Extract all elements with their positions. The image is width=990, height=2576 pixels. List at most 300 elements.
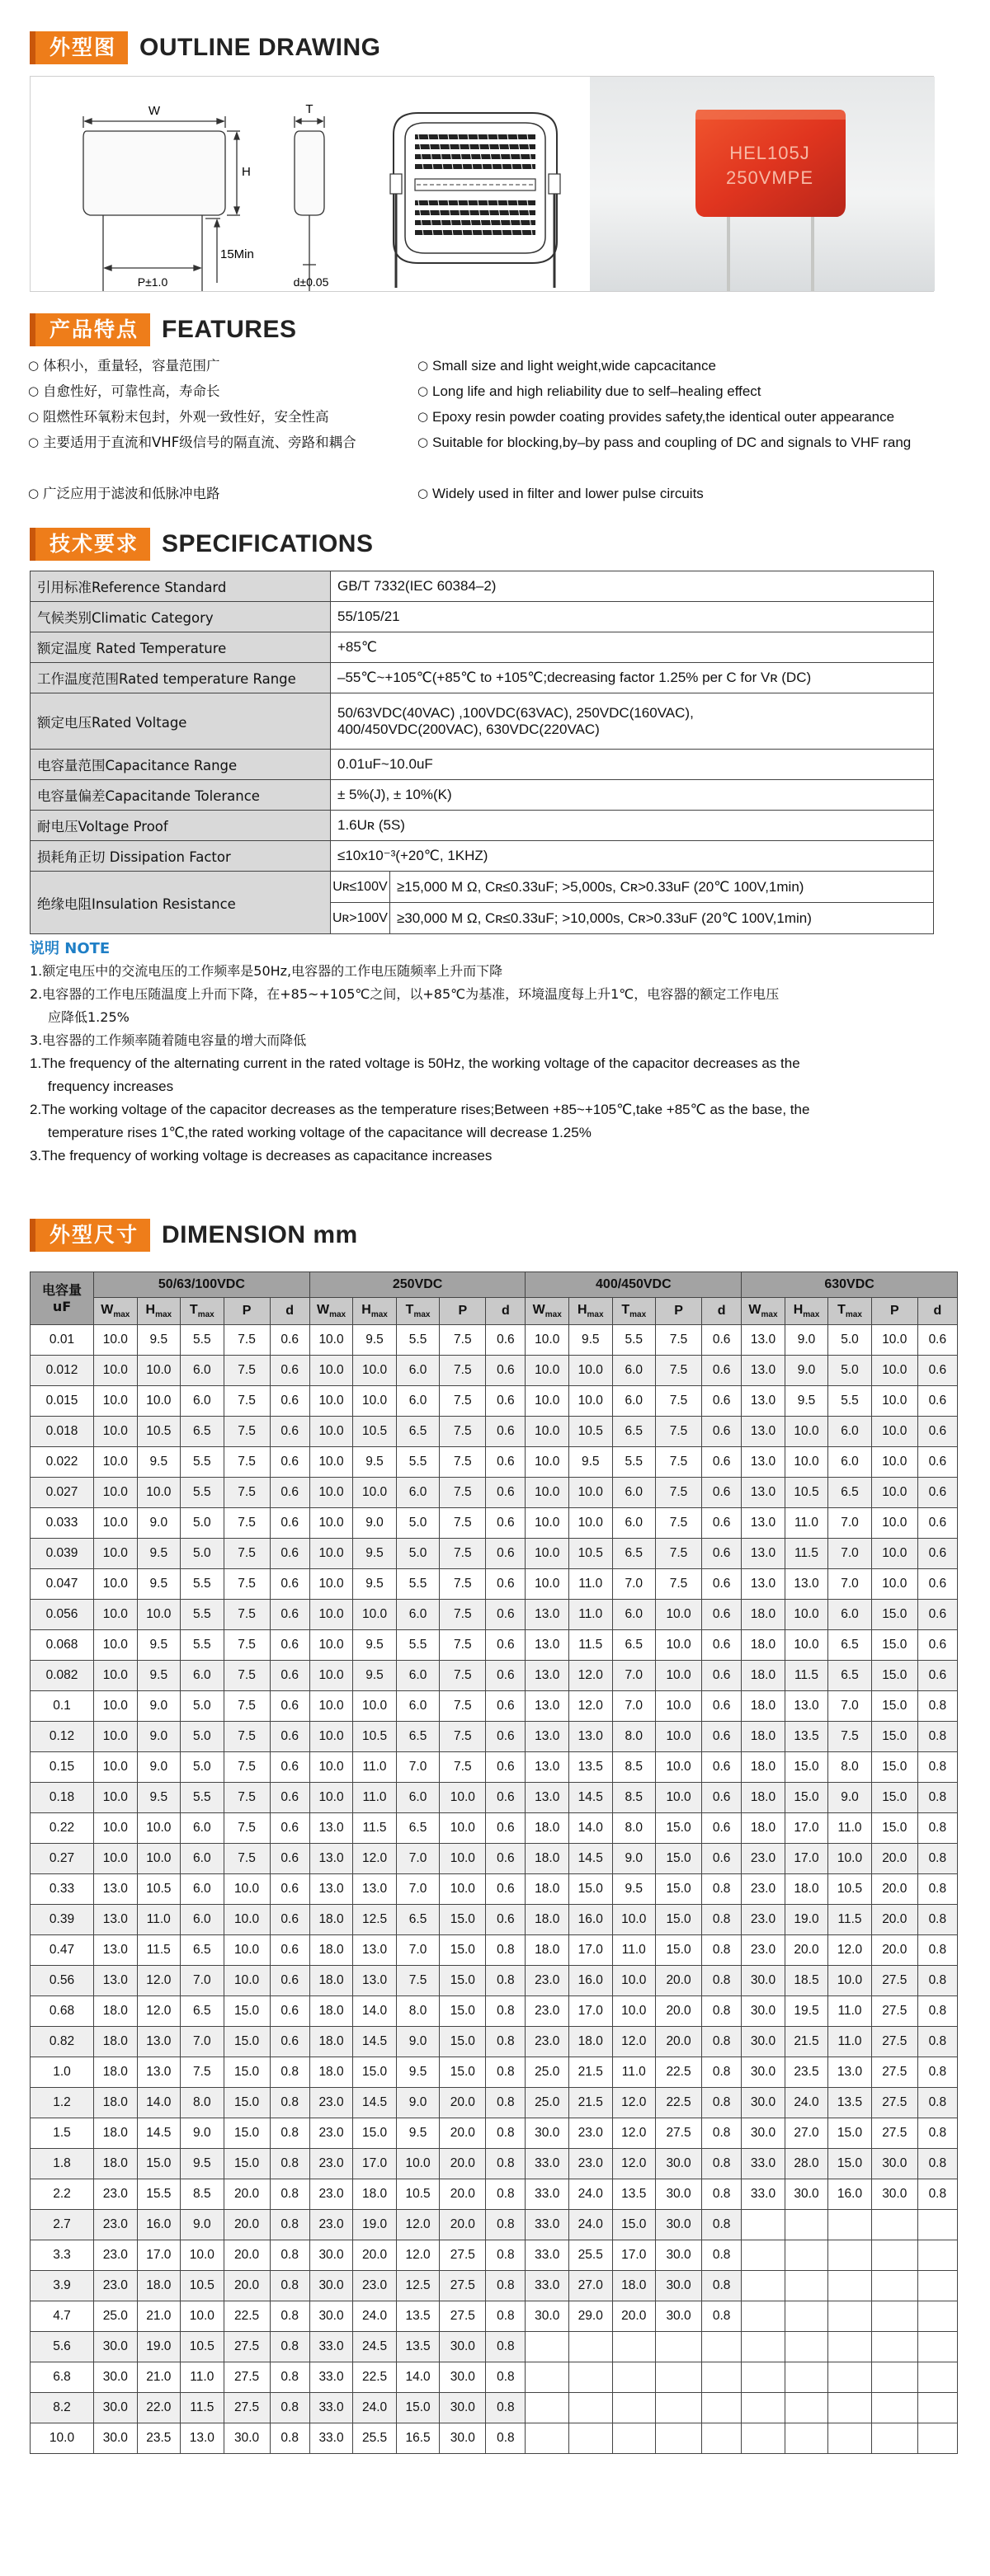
outline-title-en: OUTLINE DRAWING — [139, 34, 381, 61]
dimension-cell: 5.0 — [396, 1508, 440, 1539]
spec-value-line: 400/450VDC(200VAC), 630VDC(220VAC) — [337, 721, 600, 737]
dimension-cell: 0.8 — [486, 2088, 526, 2118]
sub-header-max: max — [845, 1310, 862, 1320]
dimension-sub-header-tmax — [396, 1298, 440, 1325]
dimension-cell: 7.5 — [656, 1417, 702, 1447]
dimension-cell: 10.0 — [94, 1783, 138, 1813]
dimension-cell: 10.0 — [94, 1539, 138, 1569]
internal-structure-drawing — [390, 113, 560, 288]
dimension-cell: 30.0 — [94, 2362, 138, 2393]
dimension-cell: 6.0 — [828, 1417, 872, 1447]
dimension-cell: 0.8 — [917, 1752, 957, 1783]
dimension-cell: 9.5 — [181, 2149, 224, 2179]
dimension-cell: 10.0 — [309, 1569, 353, 1600]
dimension-sub-header-hmax — [785, 1298, 828, 1325]
dimension-cell: 15.0 — [785, 1752, 828, 1783]
dimension-cell: 0.8 — [486, 2240, 526, 2271]
dimension-cell: 10.0 — [94, 1722, 138, 1752]
dimension-cell: 14.5 — [353, 2088, 397, 2118]
dimension-cell: 30.0 — [742, 2057, 785, 2088]
dimension-cell: 33.0 — [526, 2271, 569, 2301]
dimension-cell — [785, 2332, 828, 2362]
dimension-cell — [828, 2210, 872, 2240]
dimension-cell: 0.8 — [486, 1966, 526, 1996]
dimension-cell: 6.0 — [181, 1844, 224, 1874]
dimension-cell: 7.5 — [396, 1966, 440, 1996]
dimension-cell: 10.0 — [137, 1600, 181, 1630]
dimension-cell: 7.5 — [656, 1356, 702, 1386]
dimension-cell: 6.0 — [612, 1508, 656, 1539]
dimension-cell: 30.0 — [871, 2149, 917, 2179]
spec-value: +85℃ — [331, 632, 934, 663]
spec-value: –55℃~+105℃(+85℃ to +105℃;decreasing factor 1.25% per C for Vʀ (DC) — [331, 663, 934, 693]
side-view-drawing — [295, 116, 324, 291]
dimension-cell: 15.0 — [440, 1935, 486, 1966]
dimension-cell: 5.5 — [181, 1447, 224, 1478]
dimension-cell: 23.0 — [94, 2210, 138, 2240]
dimension-cell: 27.5 — [440, 2240, 486, 2271]
dimension-cell: 10.5 — [568, 1539, 612, 1569]
dimension-row — [31, 1722, 958, 1752]
dimension-sub-header-p: P — [224, 1298, 270, 1325]
dimension-cell: 0.6 — [702, 1661, 742, 1691]
dimension-cell: 10.0 — [353, 1691, 397, 1722]
dimension-cell: 18.5 — [785, 1966, 828, 1996]
dimension-cell: 0.6 — [702, 1813, 742, 1844]
dimension-cell: 0.8 — [270, 2088, 309, 2118]
dimension-cell: 0.8 — [486, 2301, 526, 2332]
dimension-cell: 10.5 — [181, 2271, 224, 2301]
dimension-cell — [656, 2332, 702, 2362]
dimension-sub-header-wmax — [94, 1298, 138, 1325]
feature-en-item: ○ Epoxy resin powder coating provides safety,the identical outer appearance — [419, 404, 980, 430]
photo-marking-line2: 250VMPE — [725, 167, 814, 188]
dimension-cell: 20.0 — [224, 2210, 270, 2240]
dimension-cell — [828, 2393, 872, 2423]
dimension-cell: 15.0 — [224, 2057, 270, 2088]
dimension-cell: 15.0 — [785, 1783, 828, 1813]
spec-row-rated-temp — [31, 632, 934, 663]
dimension-cell: 9.0 — [785, 1325, 828, 1356]
dimension-cell: 10.0 — [309, 1386, 353, 1417]
dimension-cell: 12.0 — [612, 2027, 656, 2057]
dimension-cell: 18.0 — [94, 1996, 138, 2027]
dimension-cell: 15.0 — [440, 2027, 486, 2057]
dimension-cell: 30.0 — [742, 1966, 785, 1996]
dimension-cell: 5.5 — [396, 1630, 440, 1661]
dimension-cell: 0.8 — [486, 2118, 526, 2149]
dimension-cell: 0.8 — [702, 2271, 742, 2301]
dimension-cell: 10.5 — [568, 1417, 612, 1447]
dimension-cell: 9.0 — [137, 1752, 181, 1783]
spec-label: 电容量范围Capacitance Range — [31, 750, 331, 780]
dimension-cell: 25.5 — [568, 2240, 612, 2271]
dimension-cell: 21.0 — [137, 2301, 181, 2332]
dimension-cell: 9.5 — [353, 1325, 397, 1356]
dimension-cell: 11.0 — [568, 1600, 612, 1630]
dimension-cell: 22.5 — [656, 2088, 702, 2118]
dimension-cell: 0.6 — [486, 1905, 526, 1935]
dimension-cell — [785, 2210, 828, 2240]
dim-label-w: W — [148, 104, 161, 118]
dimension-cell: 6.5 — [396, 1417, 440, 1447]
dimension-cell: 10.0 — [656, 1600, 702, 1630]
dimension-cell: 13.0 — [785, 1569, 828, 1600]
dimension-cell: 0.6 — [270, 1539, 309, 1569]
dimension-cell — [917, 2210, 957, 2240]
dimension-cell — [742, 2240, 785, 2271]
dimension-cell: 6.5 — [612, 1539, 656, 1569]
capacitance-cell: 0.12 — [31, 1722, 94, 1752]
dimension-cell: 7.5 — [224, 1691, 270, 1722]
dimension-cell: 0.6 — [702, 1356, 742, 1386]
dimension-cell: 7.5 — [440, 1722, 486, 1752]
dimension-cell: 0.8 — [702, 2027, 742, 2057]
feature-en-item: ○ Long life and high reliability due to self–healing effect — [419, 378, 980, 404]
dimension-cell — [612, 2362, 656, 2393]
sub-header-max: max — [113, 1310, 130, 1320]
spec-row-cap-tol — [31, 780, 934, 811]
dimension-cell: 18.0 — [309, 2027, 353, 2057]
dimension-cell: 27.5 — [871, 1996, 917, 2027]
dimension-cell: 12.0 — [568, 1691, 612, 1722]
dimension-cell: 10.0 — [656, 1691, 702, 1722]
dimension-sub-header-wmax — [526, 1298, 569, 1325]
dimension-cell: 9.0 — [785, 1356, 828, 1386]
dimension-cell: 0.8 — [917, 1996, 957, 2027]
dimension-cell: 0.6 — [270, 1356, 309, 1386]
capacitance-cell: 8.2 — [31, 2393, 94, 2423]
capacitance-cell: 0.068 — [31, 1630, 94, 1661]
dimension-cell: 18.0 — [742, 1691, 785, 1722]
dimension-cell: 14.5 — [137, 2118, 181, 2149]
sub-header-letter: W — [101, 1302, 114, 1317]
specifications-table — [30, 571, 934, 934]
dimension-cell: 7.5 — [656, 1539, 702, 1569]
dimension-cell: 10.0 — [309, 1722, 353, 1752]
dimension-cell: 5.5 — [828, 1386, 872, 1417]
dimension-cell: 7.5 — [828, 1722, 872, 1752]
dimension-cell — [742, 2362, 785, 2393]
dimension-cell: 13.0 — [568, 1722, 612, 1752]
dimension-cell: 0.6 — [270, 1874, 309, 1905]
dimension-cell: 9.5 — [785, 1386, 828, 1417]
dimension-cell: 7.5 — [224, 1752, 270, 1783]
dimension-cell: 7.5 — [440, 1508, 486, 1539]
dimension-cell: 13.0 — [94, 1905, 138, 1935]
capacitance-cell: 2.2 — [31, 2179, 94, 2210]
capacitance-cell: 3.9 — [31, 2271, 94, 2301]
dimension-cell: 6.5 — [181, 1935, 224, 1966]
dimension-cell: 0.8 — [486, 2149, 526, 2179]
dimension-cell: 33.0 — [742, 2179, 785, 2210]
capacitance-cell: 1.5 — [31, 2118, 94, 2149]
voltage-group-header: 630VDC — [742, 1272, 958, 1298]
dimension-cell: 15.0 — [871, 1661, 917, 1691]
spec-value: 55/105/21 — [331, 602, 934, 632]
note-en-1 — [30, 1052, 978, 1098]
dimension-cell: 0.6 — [486, 1661, 526, 1691]
dimension-cell: 0.6 — [270, 1417, 309, 1447]
note-en-1b: frequency increases — [48, 1079, 174, 1094]
dimension-cell: 0.8 — [270, 2240, 309, 2271]
dimension-cell: 10.0 — [526, 1325, 569, 1356]
dimension-cell — [871, 2362, 917, 2393]
dimension-cell — [526, 2393, 569, 2423]
dimension-cell: 30.0 — [526, 2118, 569, 2149]
spec-label: 气候类别Climatic Category — [31, 602, 331, 632]
dimension-cell: 7.0 — [181, 2027, 224, 2057]
dimension-cell: 10.0 — [871, 1356, 917, 1386]
capacitance-cell: 0.022 — [31, 1447, 94, 1478]
dimension-group-header-row — [31, 1272, 958, 1298]
dimension-cell: 15.0 — [871, 1813, 917, 1844]
dimension-cell: 0.8 — [270, 2362, 309, 2393]
dimension-cell: 17.0 — [353, 2149, 397, 2179]
dimension-cell: 0.8 — [702, 2149, 742, 2179]
capacitance-cell: 0.39 — [31, 1905, 94, 1935]
dimension-cell: 0.8 — [917, 1935, 957, 1966]
dimension-cell: 21.5 — [568, 2088, 612, 2118]
dimension-cell: 30.0 — [526, 2301, 569, 2332]
dimension-cell: 23.0 — [742, 1844, 785, 1874]
dimension-cell: 9.5 — [137, 1447, 181, 1478]
dimension-cell: 30.0 — [440, 2423, 486, 2454]
dimension-cell: 23.5 — [137, 2423, 181, 2454]
note-cn-1: 1.额定电压中的交流电压的工作频率是50Hz,电容器的工作电压随频率上升而下降 — [30, 963, 503, 979]
dimension-cell: 10.0 — [94, 1600, 138, 1630]
dimension-cell: 10.0 — [309, 1325, 353, 1356]
dimension-cell: 33.0 — [309, 2393, 353, 2423]
dimension-cell: 30.0 — [742, 2027, 785, 2057]
feature-en-item: ○ Small size and light weight,wide capcacitance — [419, 353, 980, 378]
dimension-cell: 0.6 — [917, 1661, 957, 1691]
dimension-cell: 0.6 — [270, 1752, 309, 1783]
dimension-cell: 0.6 — [270, 1600, 309, 1630]
dimension-cell: 0.6 — [917, 1600, 957, 1630]
dimension-cell: 13.0 — [742, 1508, 785, 1539]
dimension-sub-header-p: P — [440, 1298, 486, 1325]
voltage-group-header: 400/450VDC — [526, 1272, 742, 1298]
dimension-cell: 0.8 — [917, 2057, 957, 2088]
dimension-cell: 13.5 — [828, 2088, 872, 2118]
spec-row-cap-range — [31, 750, 934, 780]
dimension-cell: 0.8 — [270, 2210, 309, 2240]
dimension-cell — [742, 2332, 785, 2362]
dimension-cell: 7.5 — [440, 1630, 486, 1661]
dimension-cell: 10.5 — [137, 1417, 181, 1447]
dimension-cell: 0.6 — [702, 1844, 742, 1874]
dimension-cell: 0.8 — [486, 2362, 526, 2393]
capacitance-cell: 0.015 — [31, 1386, 94, 1417]
dimension-cell: 33.0 — [309, 2423, 353, 2454]
sub-header-letter: H — [577, 1302, 587, 1317]
dimension-cell: 10.0 — [440, 1874, 486, 1905]
dimension-cell: 13.0 — [526, 1661, 569, 1691]
dimension-cell — [702, 2393, 742, 2423]
dimension-cell: 13.0 — [94, 1935, 138, 1966]
sub-header-max: max — [629, 1310, 647, 1320]
dimension-cell: 0.6 — [270, 1569, 309, 1600]
dimension-cell: 0.6 — [917, 1325, 957, 1356]
dimension-cell: 33.0 — [526, 2179, 569, 2210]
dimension-cell: 20.0 — [440, 2179, 486, 2210]
dimension-cell: 12.0 — [612, 2118, 656, 2149]
dimension-cell: 27.5 — [871, 2118, 917, 2149]
dimension-cell: 12.0 — [828, 1935, 872, 1966]
dimension-cell: 6.0 — [181, 1386, 224, 1417]
dimension-cell: 7.5 — [181, 2057, 224, 2088]
dimension-cell — [871, 2332, 917, 2362]
sub-header-letter: T — [837, 1302, 846, 1317]
dimension-cell: 10.0 — [440, 1844, 486, 1874]
spec-label: 绝缘电阻Insulation Resistance — [31, 872, 331, 934]
dimension-cell: 15.0 — [871, 1752, 917, 1783]
dimension-cell: 14.0 — [137, 2088, 181, 2118]
dimension-cell: 12.0 — [612, 2088, 656, 2118]
dimension-cell: 12.0 — [353, 1844, 397, 1874]
dimension-cell: 17.0 — [785, 1813, 828, 1844]
dimension-cell: 9.0 — [181, 2210, 224, 2240]
dimension-cell: 7.5 — [656, 1447, 702, 1478]
spec-value: ≤10x10⁻³(+20℃, 1KHZ) — [331, 841, 934, 872]
dimension-cell: 10.0 — [656, 1752, 702, 1783]
dimension-cell: 7.0 — [828, 1569, 872, 1600]
spec-row-temp-range — [31, 663, 934, 693]
dimension-cell: 10.0 — [656, 1630, 702, 1661]
dimension-cell: 10.0 — [137, 1813, 181, 1844]
dimension-cell: 0.8 — [270, 2179, 309, 2210]
dimension-cell: 23.0 — [94, 2271, 138, 2301]
dimension-cell: 6.5 — [396, 1722, 440, 1752]
dimension-cell: 6.5 — [828, 1661, 872, 1691]
dimension-cell: 0.8 — [917, 1722, 957, 1752]
dimension-cell: 18.0 — [526, 1874, 569, 1905]
dimension-cell: 18.0 — [94, 2057, 138, 2088]
dimension-cell: 10.0 — [828, 1966, 872, 1996]
dimension-cell: 8.5 — [181, 2179, 224, 2210]
dimension-cell: 0.6 — [486, 1417, 526, 1447]
dimension-cell: 10.5 — [785, 1478, 828, 1508]
dimension-row — [31, 2301, 958, 2332]
capacitance-cell: 6.8 — [31, 2362, 94, 2393]
dimension-cell: 0.6 — [270, 1508, 309, 1539]
dimension-cell: 10.0 — [309, 1417, 353, 1447]
dimension-cell: 10.0 — [612, 1996, 656, 2027]
dimension-cell: 24.0 — [353, 2393, 397, 2423]
capacitance-cell: 10.0 — [31, 2423, 94, 2454]
dimension-cell — [656, 2362, 702, 2393]
dimension-cell: 6.5 — [181, 1417, 224, 1447]
dimension-cell: 10.0 — [526, 1356, 569, 1386]
dimension-cell: 8.0 — [396, 1996, 440, 2027]
dimension-cell: 12.0 — [396, 2240, 440, 2271]
dimension-cell: 18.0 — [785, 1874, 828, 1905]
capacitance-cell: 4.7 — [31, 2301, 94, 2332]
dimension-cell: 13.5 — [396, 2301, 440, 2332]
dimension-cell: 27.5 — [224, 2332, 270, 2362]
capacitance-cell: 0.27 — [31, 1844, 94, 1874]
dimension-cell: 7.5 — [440, 1417, 486, 1447]
feature-cn-item: ○ 阻燃性环氧粉末包封，外观一致性好，安全性高 — [30, 404, 411, 430]
dimension-cell: 8.0 — [181, 2088, 224, 2118]
dimension-cell: 12.0 — [396, 2210, 440, 2240]
dimension-cell: 0.6 — [486, 1691, 526, 1722]
dimension-cell: 18.0 — [309, 2057, 353, 2088]
spec-label: 引用标准Reference Standard — [31, 571, 331, 602]
dimension-cell: 23.0 — [526, 2027, 569, 2057]
dimension-cell: 6.5 — [828, 1630, 872, 1661]
dimension-cell: 27.5 — [871, 2027, 917, 2057]
dimension-cell: 0.6 — [917, 1539, 957, 1569]
capacitance-cell: 0.68 — [31, 1996, 94, 2027]
dimension-cell: 13.0 — [526, 1783, 569, 1813]
dimension-cell: 10.0 — [871, 1386, 917, 1417]
dimension-cell: 10.0 — [353, 1600, 397, 1630]
dimension-cell: 13.5 — [612, 2179, 656, 2210]
dimension-cell — [785, 2423, 828, 2454]
dimension-cell: 9.5 — [353, 1630, 397, 1661]
dimension-cell: 10.0 — [871, 1569, 917, 1600]
dimension-cell: 10.0 — [137, 1478, 181, 1508]
dimension-cell: 6.0 — [396, 1691, 440, 1722]
dimension-cell: 10.0 — [871, 1447, 917, 1478]
dimension-cell: 0.8 — [702, 2088, 742, 2118]
capacitance-cell: 0.22 — [31, 1813, 94, 1844]
dimension-cell: 14.0 — [353, 1996, 397, 2027]
sub-header-max: max — [329, 1310, 346, 1320]
product-photo — [590, 77, 935, 291]
dimension-cell: 5.0 — [181, 1539, 224, 1569]
dimension-cell: 18.0 — [94, 2027, 138, 2057]
dimension-cell: 22.5 — [353, 2362, 397, 2393]
dimension-cell — [917, 2393, 957, 2423]
dimension-cell: 22.5 — [224, 2301, 270, 2332]
dimension-cell: 7.0 — [181, 1966, 224, 1996]
dimension-cell: 10.0 — [309, 1783, 353, 1813]
dimension-cell: 7.5 — [656, 1508, 702, 1539]
dimension-cell — [656, 2423, 702, 2454]
dimension-cell: 16.0 — [568, 1966, 612, 1996]
dimension-cell: 18.0 — [94, 2088, 138, 2118]
dimension-cell: 23.0 — [526, 1996, 569, 2027]
dimension-cell: 14.5 — [568, 1783, 612, 1813]
sub-header-letter: T — [405, 1302, 414, 1317]
feature-en-item: ○ Widely used in filter and lower pulse circuits — [419, 481, 980, 506]
dimension-cell — [656, 2393, 702, 2423]
dimension-cell: 10.0 — [94, 1813, 138, 1844]
dimension-cell: 0.8 — [270, 2423, 309, 2454]
dimension-cell: 0.8 — [917, 2149, 957, 2179]
dimension-cell: 10.0 — [309, 1447, 353, 1478]
dimension-cell: 0.8 — [486, 1996, 526, 2027]
dimension-cell — [828, 2301, 872, 2332]
dimension-cell — [917, 2271, 957, 2301]
dimension-cell: 30.0 — [440, 2393, 486, 2423]
dimension-cell: 30.0 — [742, 2088, 785, 2118]
dimension-cell: 18.0 — [526, 1935, 569, 1966]
dimension-row — [31, 1569, 958, 1600]
dimension-cell: 11.0 — [353, 1783, 397, 1813]
features-cn-column — [30, 353, 411, 506]
capacitance-cell: 1.8 — [31, 2149, 94, 2179]
dimension-cell: 15.0 — [224, 2149, 270, 2179]
dimension-cell: 10.0 — [94, 1325, 138, 1356]
dimension-cell: 7.0 — [396, 1935, 440, 1966]
dimension-cell: 27.5 — [440, 2301, 486, 2332]
dimension-cell: 17.0 — [612, 2240, 656, 2271]
dimension-row — [31, 2362, 958, 2393]
